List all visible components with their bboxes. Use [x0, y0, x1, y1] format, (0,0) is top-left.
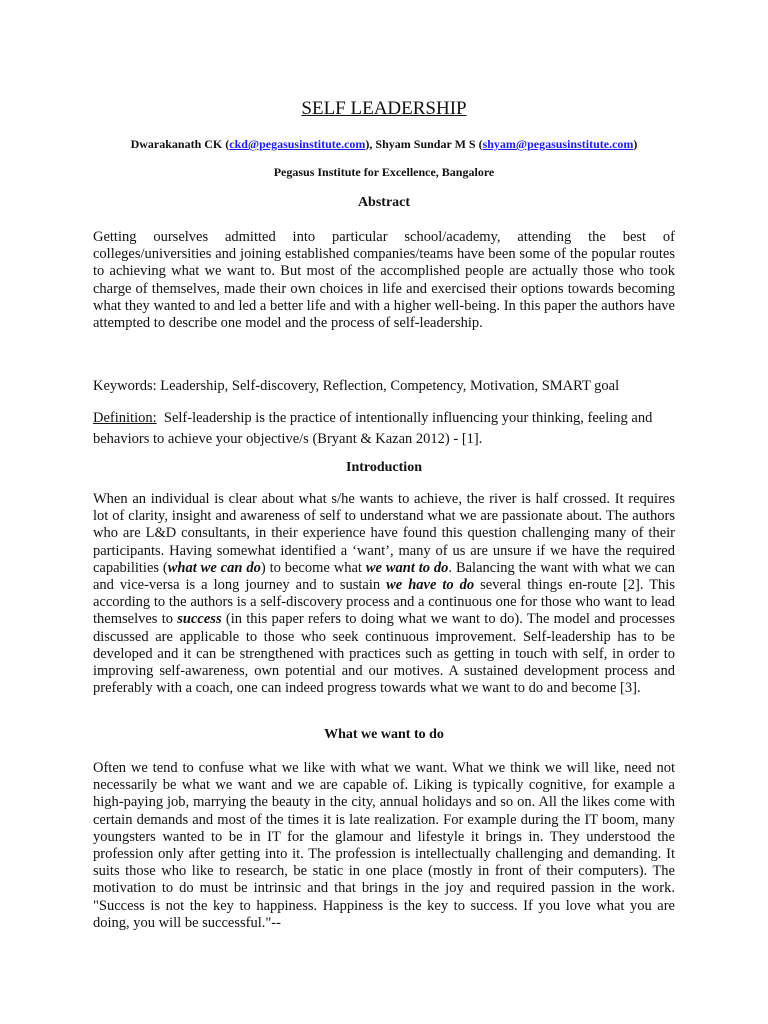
intro-emphasis-we-have-to-do: we have to do — [386, 577, 475, 594]
introduction-paragraph — [93, 491, 675, 697]
affiliation: Pegasus Institute for Excellence, Bangalore — [273, 165, 495, 179]
intro-text-3: . Balancing the want with what we can and vice-versa is a long journey and to sustain — [93, 559, 676, 594]
intro-text-4: several things en-route [2]. This according to the authors is a self-discovery process and a continuous one for those who want to lead themselves to — [93, 577, 675, 628]
definition-label: Definition: — [93, 410, 157, 426]
intro-emphasis-we-want-to-do: we want to do — [365, 559, 449, 576]
definition-paragraph — [93, 408, 675, 450]
introduction-heading: Introduction — [346, 460, 422, 475]
what-we-want-paragraph: Often we tend to confuse what we like with what we want. What we think we will like, need not necessarily be what we want and we are capable of. Liking is typically cognitive, for example a high-paying job, marrying the beauty in the city, annual holidays and so on. All the likes come with certain demands and most of the times it is late realization. For example during the IT boom, many youngsters wanted to be in IT for the glamour and lifestyle it brings in. They understood the profession only after getting into it. The profession is intellectually challenging and demanding. It suits those who like to research, be static in one place (mostly in front of their computers). The motivation to do must be intrinsic and that brings in the joy and required passion in the work. "Success is not the key to happiness. Happiness is the key to success. If you love what you are doing, you will be successful."-- — [93, 760, 675, 931]
intro-text-1: When an individual is clear about what s/he wants to achieve, the river is half crossed. It requires lot of clarity, insight and awareness of self to understand what we are passionate about. The authors who are L&D consultants, in their experience have found this question challenging many of their participants. Having somewhat identified a ‘want’, many of us are unsure if we have the required capabilities ( — [93, 491, 675, 576]
keywords-line: Keywords: Leadership, Self-discovery, Reflection, Competency, Motivation, SMART goal — [93, 378, 620, 394]
intro-emphasis-what-we-can-do: what we can do — [167, 559, 261, 576]
abstract-heading: Abstract — [357, 195, 411, 210]
author-email-link-1[interactable]: ckd@pegasusinstitute.com — [229, 137, 366, 151]
author-name-2: Shyam Sundar M S — [375, 137, 476, 151]
author-line: Dwarakanath CK (ckd@pegasusinstitute.com), Shyam Sundar M S (shyam@pegasusinstitute.com) — [130, 137, 638, 151]
intro-text-2: ) to become what — [260, 559, 366, 576]
intro-text-5: (in this paper refers to doing what we want to do). The model and processes discussed are applicable to those who seek continuous improvement. Self-leadership has to be developed and it can be strengthened with practices such as getting in touch with self, in order to improving self-awareness, own potential and our motives. A sustained development process and preferably with a coach, one can indeed progress towards what we want to do and become [3]. — [93, 611, 675, 697]
author-email-link-2[interactable]: shyam@pegasusinstitute.com — [482, 137, 634, 151]
abstract-paragraph: Getting ourselves admitted into particular school/academy, attending the best of colleges/universities and joining established companies/teams have been some of the popular routes to achieving what we want to. But most of the accomplished people are actually those who took charge of themselves, made their own choices in life and exercised their options towards becoming what they wanted to and led a better life and with a higher well-being. In this paper the authors have attempted to describe one model and the process of self-leadership. — [93, 229, 675, 332]
author-name-1: Dwarakanath CK — [130, 137, 223, 151]
intro-emphasis-success: success — [177, 611, 222, 628]
paper-title: SELF LEADERSHIP — [301, 98, 467, 119]
definition-text: Self-leadership is the practice of intentionally influencing your thinking, feeling and behaviors to achieve your objective/s (Bryant & Kazan 2012) - [1]. — [93, 410, 653, 447]
what-we-want-heading: What we want to do — [324, 727, 444, 742]
